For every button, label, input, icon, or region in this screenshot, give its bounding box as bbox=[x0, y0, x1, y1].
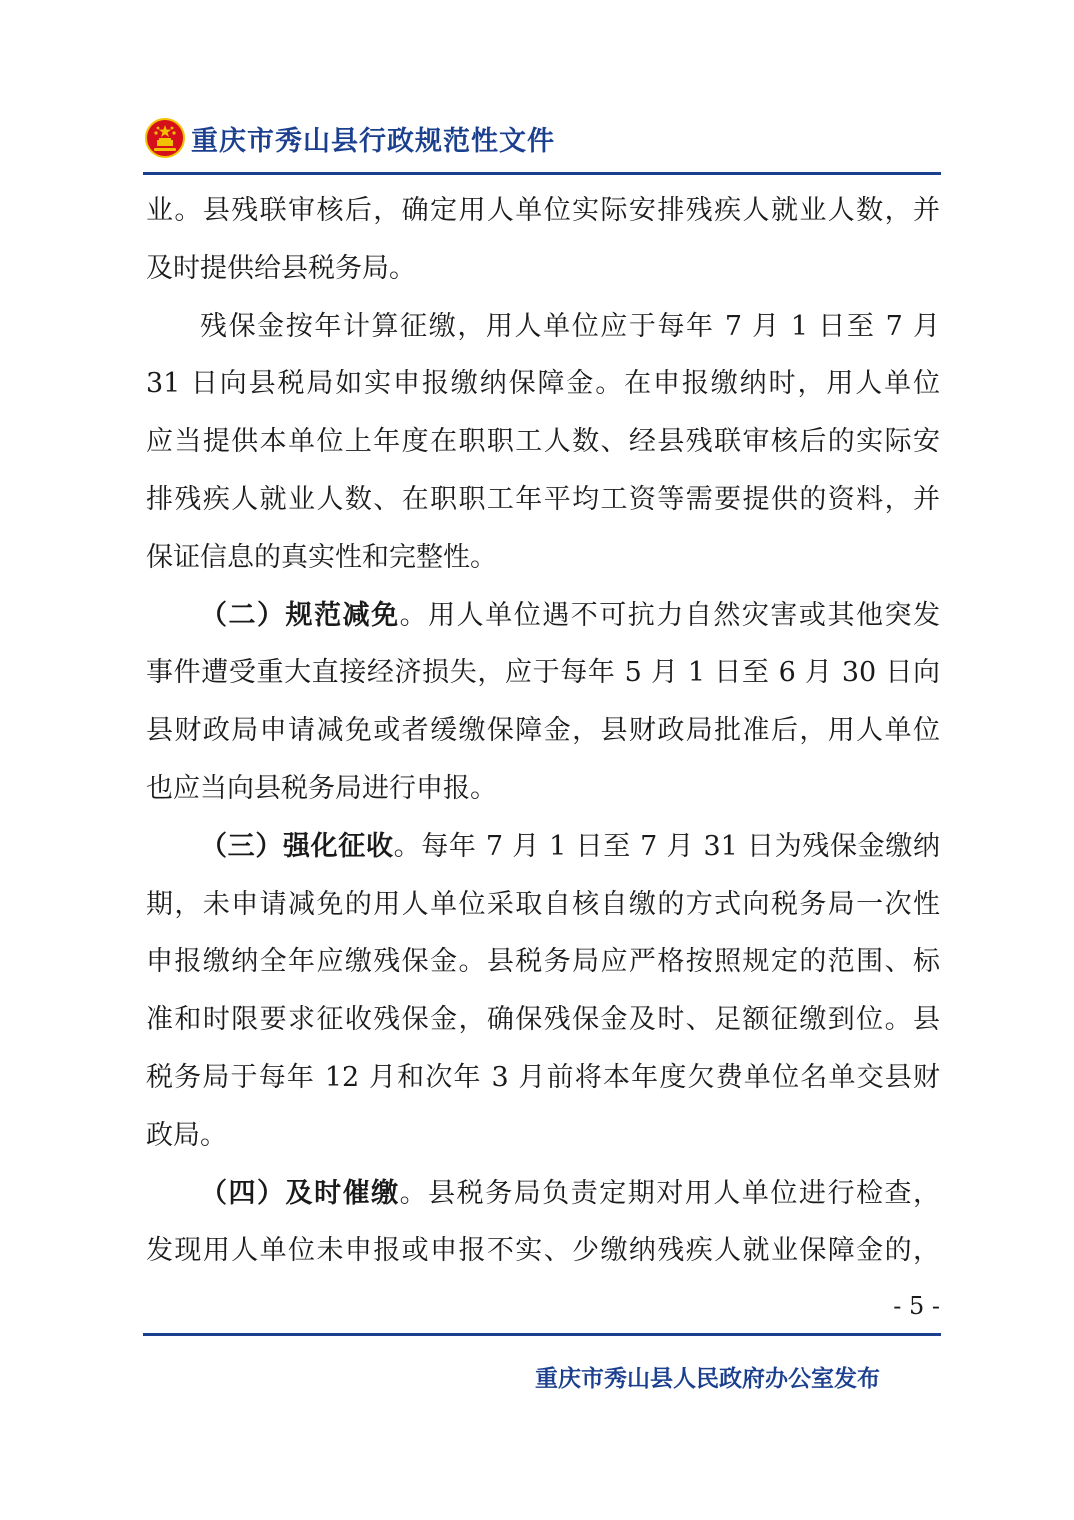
footer-divider bbox=[143, 1333, 941, 1336]
national-emblem-icon bbox=[145, 118, 185, 158]
body-line: 税务局于每年 12 月和次年 3 月前将本年度欠费单位名单交县财 bbox=[146, 1061, 940, 1093]
body-line: 31 日向县税局如实申报缴纳保障金。在申报缴纳时，用人单位 bbox=[146, 368, 940, 400]
page-number: - 5 - bbox=[893, 1292, 940, 1320]
document-body bbox=[146, 182, 940, 1280]
body-line: 政局。 bbox=[146, 1119, 227, 1151]
body-line: 准和时限要求征收残保金，确保残保金及时、足额征缴到位。县 bbox=[146, 1004, 940, 1036]
body-text-span: 。县税务局负责定期对用人单位进行检查， bbox=[399, 1177, 940, 1209]
body-line: 残保金按年计算征缴，用人单位应于每年 7 月 1 日至 7 月 bbox=[200, 310, 940, 342]
body-line: 也应当向县税务局进行申报。 bbox=[146, 772, 497, 804]
body-line: 及时提供给县税务局。 bbox=[146, 252, 416, 284]
header-divider bbox=[143, 172, 941, 175]
section-heading: （二）规范减免 bbox=[200, 599, 400, 631]
body-line: 业。县残联审核后，确定用人单位实际安排残疾人就业人数，并 bbox=[146, 195, 940, 226]
body-line bbox=[146, 587, 940, 645]
body-line bbox=[146, 818, 940, 876]
body-line: 事件遭受重大直接经济损失，应于每年 5 月 1 日至 6 月 30 日向 bbox=[146, 657, 940, 689]
section-heading: （四）及时催缴 bbox=[200, 1177, 400, 1209]
body-text-span: 。用人单位遇不可抗力自然灾害或其他突发 bbox=[399, 599, 940, 631]
document-header bbox=[145, 118, 555, 158]
body-line: 期，未申请减免的用人单位采取自核自缴的方式向税务局一次性 bbox=[146, 888, 940, 920]
footer-publisher: 重庆市秀山县人民政府办公室发布 bbox=[535, 1366, 880, 1392]
body-line: 县财政局申请减免或者缓缴保障金，县财政局批准后，用人单位 bbox=[146, 715, 940, 747]
body-line: 应当提供本单位上年度在职职工人数、经县残联审核后的实际安 bbox=[146, 426, 940, 458]
section-heading: （三）强化征收 bbox=[200, 830, 394, 862]
body-line: 发现用人单位未申报或申报不实、少缴纳残疾人就业保障金的， bbox=[146, 1235, 940, 1267]
body-line: 申报缴纳全年应缴残保金。县税务局应严格按照规定的范围、标 bbox=[146, 946, 940, 978]
body-line bbox=[146, 1165, 940, 1223]
header-title: 重庆市秀山县行政规范性文件 bbox=[191, 125, 555, 157]
body-line: 排残疾人就业人数、在职职工年平均工资等需要提供的资料，并 bbox=[146, 483, 940, 515]
body-line: 保证信息的真实性和完整性。 bbox=[146, 541, 497, 573]
body-text-span: 。每年 7 月 1 日至 7 月 31 日为残保金缴纳 bbox=[393, 830, 940, 862]
